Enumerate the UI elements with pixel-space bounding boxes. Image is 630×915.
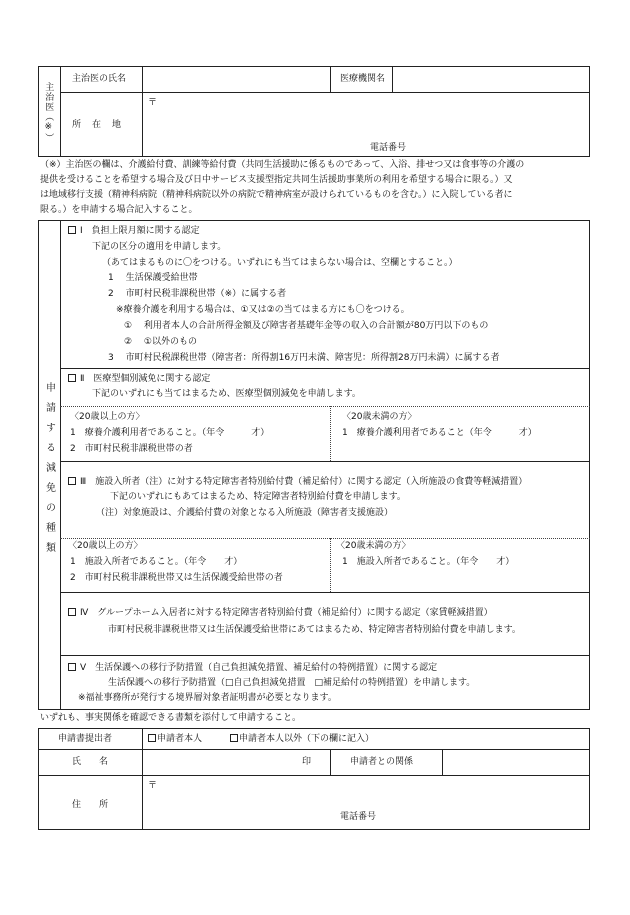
submitter-label: 申請書提出者 (58, 734, 113, 744)
doctor-postal-mark: 〒 (148, 98, 158, 108)
section1-line2: （あてはまるものに〇をつける。いずれにも当てはまらない場合は、空欄とすること。） (102, 258, 458, 268)
submitter-other-checkbox[interactable] (230, 734, 238, 742)
section3-over-2: 2 市町村民税非課税世帯又は生活保護受給世帯の者 (70, 573, 283, 583)
doctor-side-label: 主治医（※） (43, 82, 54, 143)
section4-line1: 市町村民税非課税世帯又は生活保護受給世帯にあてはまるため、特定障害者特別給付費を申請します。 (108, 625, 521, 635)
section2-under-1: 1 療養介護利用者であること（年令 才） (342, 428, 537, 438)
section2-over-1: 1 療養介護利用者であること。（年令 才） (70, 428, 270, 438)
section4-checkbox[interactable] (68, 608, 76, 616)
submitter-phone-label: 電話番号 (340, 812, 377, 822)
section5-checkbox[interactable] (68, 663, 76, 671)
section1-line8[interactable]: 3 市町村民税課税世帯（障害者：所得割16万円未満、障害児：所得割28万円未満）に属する者 (108, 353, 500, 363)
section1-line1: 下記の区分の適用を申請します。 (92, 242, 227, 252)
section3-title[interactable]: Ⅲ 施設入所者（注）に対する特定障害者特別給付費（補足給付）に関する認定（入所施設の食費等軽減措置） (68, 477, 527, 488)
relation-field[interactable] (443, 750, 589, 774)
doctor-note-line4: 限る。）を申請する場合記入すること。 (40, 205, 198, 215)
section2-over-2: 2 市町村民税非課税世帯の者 (70, 444, 193, 454)
doctor-note-line1: （※）主治医の欄は、介護給付費、訓練等給付費（共同生活援助に係るものであって、入浴、排せつ又は食事等の介護の (40, 160, 525, 170)
doctor-address-field[interactable] (143, 93, 589, 156)
doctor-name-field[interactable] (143, 67, 329, 91)
seal-mark: 印 (302, 757, 312, 767)
section3-line2: （注）対象施設は、介護給付費の対象となる入所施設（障害者支援施設） (96, 508, 394, 518)
section4-title[interactable]: Ⅳ グループホーム入居者に対する特定障害者特別給付費（補足給付）に関する認定（家賃軽減措置） (68, 608, 493, 619)
submitter-self-checkbox[interactable] (148, 734, 156, 742)
relation-label: 申請者との関係 (350, 757, 414, 767)
section3-over-1: 1 施設入所者であること。（年令 才） (70, 557, 243, 567)
submitter-opt2[interactable]: 申請者本人以外（下の欄に記入） (230, 734, 374, 745)
section3-under-1: 1 施設入所者であること。（年令 才） (342, 557, 515, 567)
section1-line5: ※療養介護を利用する場合は、①又は②の当てはまる方にも〇をつける。 (116, 305, 410, 315)
section3-checkbox[interactable] (68, 477, 76, 485)
section1-title[interactable]: Ⅰ 負担上限月額に関する認定 (68, 226, 200, 237)
section1-line6[interactable]: ① 利用者本人の合計所得金額及び障害者基礎年金等の収入の合計額が80万円以下のもの (124, 321, 489, 331)
submitter-opt1[interactable]: 申請者本人 (148, 734, 202, 745)
doctor-note-line2: 提供を受けることを希望する場合及び日中サービス支援型指定共同生活援助事業所の利用を希望する場合に限る。）又 (40, 175, 513, 185)
section1-checkbox[interactable] (68, 226, 76, 234)
section1-line3[interactable]: 1 生活保護受給世帯 (108, 273, 198, 283)
section1-line7[interactable]: ② ①以外のもの (124, 337, 197, 347)
reduction-side-label: 申請する減免の種類 (43, 382, 55, 562)
doctor-note-line3: は地域移行支援（精神科病院（精神科病院以外の病院で精神病室が設けられているものを含む。）に入院している者に (40, 190, 513, 200)
section2-checkbox[interactable] (68, 374, 76, 382)
section5-line2: ※福祉事務所が発行する境界層対象者証明書が必要となります。 (78, 693, 337, 703)
section2-over-head: 〈20歳以上の方〉 (70, 412, 145, 422)
section2-line1: 下記のいずれにも当てはまるため、医療型個別減免を申請します。 (92, 389, 361, 399)
section1-line4[interactable]: 2 市町村民税非課税世帯（※）に属する者 (108, 289, 287, 299)
section3-over-head: 〈20歳以上の方〉 (68, 541, 143, 551)
submitter-name-label: 氏 名 (72, 757, 109, 767)
doctor-address-label: 所 在 地 (72, 120, 123, 130)
footer-note: いずれも、事実関係を確認できる書類を添付して申請すること。 (40, 713, 302, 723)
submitter-address-label: 住 所 (72, 800, 109, 810)
submitter-postal-mark: 〒 (148, 781, 158, 791)
section2-under-head: 〈20歳未満の方〉 (342, 412, 417, 422)
section5-title[interactable]: Ⅴ 生活保護への移行予防措置（自己負担減免措置、補足給付の特例措置）に関する認定 (68, 663, 437, 674)
doctor-name-label: 主治医の氏名 (72, 74, 127, 84)
section2-title[interactable]: Ⅱ 医療型個別減免に関する認定 (68, 374, 210, 385)
doctor-phone-label: 電話番号 (370, 143, 407, 153)
institution-field[interactable] (393, 67, 589, 91)
section3-under-head: 〈20歳未満の方〉 (336, 541, 411, 551)
section5-line1[interactable]: 生活保護への移行予防措置（□自己負担減免措置 □補足給付の特例措置）を申請します。 (108, 678, 476, 688)
institution-label: 医療機関名 (340, 74, 386, 84)
section3-line1: 下記のいずれにもあてはまるため、特定障害者特別給付費を申請します。 (110, 492, 406, 502)
